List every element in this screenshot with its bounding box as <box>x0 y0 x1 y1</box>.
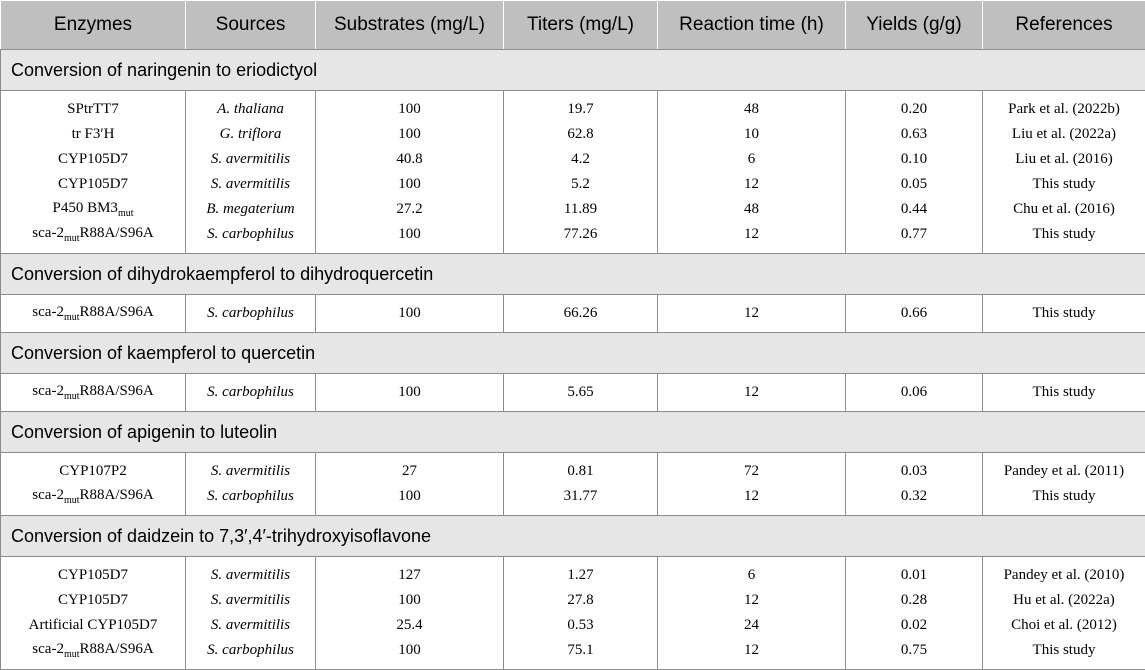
yield-cell: 0.66 <box>846 295 983 333</box>
group-header-row <box>1 254 1145 295</box>
enzyme-subscript: mut <box>64 233 80 244</box>
table-row <box>1 147 1145 172</box>
enzyme-subscript: mut <box>64 391 80 402</box>
table-row <box>1 197 1145 222</box>
enzyme-cell: tr F3′H <box>1 122 186 147</box>
reaction-time-cell: 12 <box>658 295 846 333</box>
source-cell: S. carbophilus <box>186 374 316 412</box>
group-title: Conversion of daidzein to 7,3′,4′-trihydroxyisoflavone <box>1 516 1145 557</box>
enzyme-cell <box>1 484 186 516</box>
table-row <box>1 588 1145 613</box>
reference-cell: Pandey et al. (2010) <box>983 557 1145 589</box>
titer-cell: 62.8 <box>504 122 658 147</box>
table-row <box>1 222 1145 254</box>
enzyme-subscript: mut <box>64 312 80 323</box>
substrate-cell: 100 <box>316 122 504 147</box>
titer-cell: 0.81 <box>504 453 658 485</box>
enzyme-name: sca-2 <box>32 487 64 503</box>
reaction-time-cell: 12 <box>658 484 846 516</box>
table-row <box>1 638 1145 670</box>
table-row <box>1 295 1145 333</box>
reference-cell: Chu et al. (2016) <box>983 197 1145 222</box>
yield-cell: 0.05 <box>846 172 983 197</box>
table-row <box>1 374 1145 412</box>
col-header-reaction-time: Reaction time (h) <box>658 1 846 50</box>
titer-cell: 11.89 <box>504 197 658 222</box>
enzyme-name: sca-2 <box>32 383 64 399</box>
substrate-cell: 100 <box>316 91 504 123</box>
substrate-cell: 127 <box>316 557 504 589</box>
source-cell: S. avermitilis <box>186 588 316 613</box>
table-row <box>1 91 1145 123</box>
reaction-time-cell: 12 <box>658 638 846 670</box>
source-cell: S. avermitilis <box>186 172 316 197</box>
titer-cell: 75.1 <box>504 638 658 670</box>
substrate-cell: 25.4 <box>316 613 504 638</box>
yield-cell: 0.20 <box>846 91 983 123</box>
group-header-row <box>1 412 1145 453</box>
group-title: Conversion of dihydrokaempferol to dihydroquercetin <box>1 254 1145 295</box>
group-title: Conversion of kaempferol to quercetin <box>1 333 1145 374</box>
titer-cell: 0.53 <box>504 613 658 638</box>
enzyme-cell <box>1 638 186 670</box>
reaction-time-cell: 6 <box>658 147 846 172</box>
reference-cell: This study <box>983 172 1145 197</box>
group-header-row <box>1 50 1145 91</box>
substrate-cell: 100 <box>316 295 504 333</box>
reference-cell: Liu et al. (2022a) <box>983 122 1145 147</box>
substrate-cell: 100 <box>316 588 504 613</box>
titer-cell: 5.2 <box>504 172 658 197</box>
source-cell: S. carbophilus <box>186 638 316 670</box>
enzyme-cell <box>1 222 186 254</box>
enzyme-cell: CYP105D7 <box>1 172 186 197</box>
source-cell: S. carbophilus <box>186 484 316 516</box>
yield-cell: 0.63 <box>846 122 983 147</box>
titer-cell: 27.8 <box>504 588 658 613</box>
yield-cell: 0.44 <box>846 197 983 222</box>
enzyme-cell <box>1 197 186 222</box>
enzyme-cell <box>1 374 186 412</box>
source-cell: A. thaliana <box>186 91 316 123</box>
col-header-sources: Sources <box>186 1 316 50</box>
enzyme-cell: CYP107P2 <box>1 453 186 485</box>
titer-cell: 5.65 <box>504 374 658 412</box>
substrate-cell: 100 <box>316 172 504 197</box>
enzyme-name: sca-2 <box>32 225 64 241</box>
col-header-titers: Titers (mg/L) <box>504 1 658 50</box>
titer-cell: 66.26 <box>504 295 658 333</box>
reference-cell: Pandey et al. (2011) <box>983 453 1145 485</box>
enzyme-subscript: mut <box>64 495 80 506</box>
reference-cell: This study <box>983 484 1145 516</box>
substrate-cell: 100 <box>316 484 504 516</box>
yield-cell: 0.32 <box>846 484 983 516</box>
titer-cell: 31.77 <box>504 484 658 516</box>
group-title: Conversion of apigenin to luteolin <box>1 412 1145 453</box>
reference-cell: This study <box>983 222 1145 254</box>
yield-cell: 0.28 <box>846 588 983 613</box>
reference-cell: Park et al. (2022b) <box>983 91 1145 123</box>
enzyme-mutation: R88A/S96A <box>80 487 154 503</box>
table-row <box>1 613 1145 638</box>
source-cell: S. carbophilus <box>186 295 316 333</box>
titer-cell: 77.26 <box>504 222 658 254</box>
reference-cell: Liu et al. (2016) <box>983 147 1145 172</box>
reaction-time-cell: 12 <box>658 222 846 254</box>
yield-cell: 0.10 <box>846 147 983 172</box>
reference-cell: This study <box>983 638 1145 670</box>
reaction-time-cell: 24 <box>658 613 846 638</box>
reaction-time-cell: 48 <box>658 197 846 222</box>
reaction-time-cell: 12 <box>658 374 846 412</box>
titer-cell: 1.27 <box>504 557 658 589</box>
reference-cell: Choi et al. (2012) <box>983 613 1145 638</box>
group-header-row <box>1 333 1145 374</box>
enzyme-mutation: R88A/S96A <box>80 304 154 320</box>
substrate-cell: 100 <box>316 638 504 670</box>
source-cell: B. megaterium <box>186 197 316 222</box>
yield-cell: 0.01 <box>846 557 983 589</box>
reaction-time-cell: 6 <box>658 557 846 589</box>
source-cell: G. triflora <box>186 122 316 147</box>
group-header-row <box>1 516 1145 557</box>
enzyme-mutation: R88A/S96A <box>80 225 154 241</box>
source-cell: S. avermitilis <box>186 557 316 589</box>
yield-cell: 0.03 <box>846 453 983 485</box>
enzyme-cell: Artificial CYP105D7 <box>1 613 186 638</box>
enzyme-name: P450 BM3 <box>53 200 118 216</box>
table-row <box>1 172 1145 197</box>
enzyme-name: sca-2 <box>32 641 64 657</box>
substrate-cell: 27 <box>316 453 504 485</box>
col-header-references: References <box>983 1 1145 50</box>
reference-cell: This study <box>983 374 1145 412</box>
enzyme-cell: CYP105D7 <box>1 147 186 172</box>
substrate-cell: 27.2 <box>316 197 504 222</box>
reaction-time-cell: 12 <box>658 588 846 613</box>
group-title: Conversion of naringenin to eriodictyol <box>1 50 1145 91</box>
table-row <box>1 557 1145 589</box>
reaction-time-cell: 48 <box>658 91 846 123</box>
enzyme-mutation: R88A/S96A <box>80 383 154 399</box>
yield-cell: 0.75 <box>846 638 983 670</box>
titer-cell: 19.7 <box>504 91 658 123</box>
source-cell: S. avermitilis <box>186 147 316 172</box>
reaction-time-cell: 10 <box>658 122 846 147</box>
source-cell: S. avermitilis <box>186 613 316 638</box>
enzyme-mutation: R88A/S96A <box>80 641 154 657</box>
yield-cell: 0.77 <box>846 222 983 254</box>
enzyme-cell: SPtrTT7 <box>1 91 186 123</box>
reference-cell: Hu et al. (2022a) <box>983 588 1145 613</box>
reaction-time-cell: 12 <box>658 172 846 197</box>
enzyme-cell: CYP105D7 <box>1 588 186 613</box>
table-body <box>1 50 1145 670</box>
col-header-substrates: Substrates (mg/L) <box>316 1 504 50</box>
col-header-yields: Yields (g/g) <box>846 1 983 50</box>
reference-cell: This study <box>983 295 1145 333</box>
substrate-cell: 100 <box>316 222 504 254</box>
enzyme-subscript: mut <box>64 649 80 660</box>
source-cell: S. avermitilis <box>186 453 316 485</box>
enzyme-subscript: mut <box>118 208 134 219</box>
reaction-time-cell: 72 <box>658 453 846 485</box>
header-row <box>1 1 1145 50</box>
yield-cell: 0.02 <box>846 613 983 638</box>
yield-cell: 0.06 <box>846 374 983 412</box>
col-header-enzymes: Enzymes <box>1 1 186 50</box>
substrate-cell: 100 <box>316 374 504 412</box>
table-row <box>1 453 1145 485</box>
source-cell: S. carbophilus <box>186 222 316 254</box>
substrate-cell: 40.8 <box>316 147 504 172</box>
titer-cell: 4.2 <box>504 147 658 172</box>
enzyme-cell: CYP105D7 <box>1 557 186 589</box>
table-row <box>1 484 1145 516</box>
enzyme-cell <box>1 295 186 333</box>
enzyme-name: sca-2 <box>32 304 64 320</box>
table-row <box>1 122 1145 147</box>
